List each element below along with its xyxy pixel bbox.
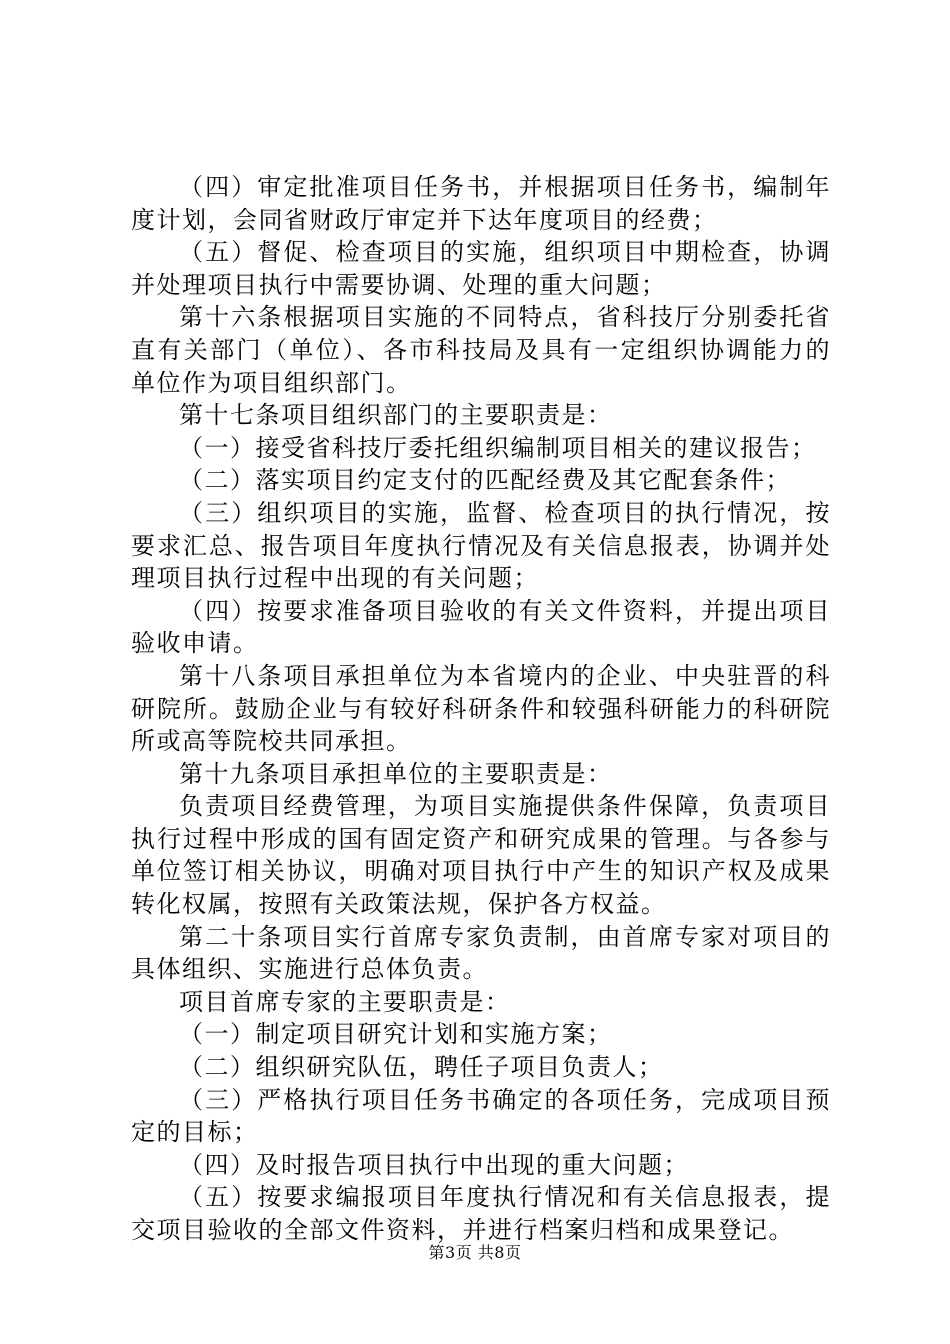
paragraph: 第二十条项目实行首席专家负责制，由首席专家对项目的具体组织、实施进行总体负责。 <box>131 922 831 984</box>
paragraph: （二）组织研究队伍，聘任子项目负责人； <box>179 1053 664 1082</box>
paragraph: （二）落实项目约定支付的匹配经费及其它配套条件； <box>179 466 791 495</box>
paragraph: （四）按要求准备项目验收的有关文件资料，并提出项目验收申请。 <box>131 596 831 658</box>
paragraph: 第十六条根据项目实施的不同特点，省科技厅分别委托省直有关部门（单位）、各市科技局及具有一定组织协调能力的单位作为项目组织部门。 <box>131 303 831 397</box>
paragraph: 负责项目经费管理，为项目实施提供条件保障，负责项目执行过程中形成的国有固定资产和研究成果的管理。与各参与单位签订相关协议，明确对项目执行中产生的知识产权及成果转化权属，按照有关政策法规，保护各方权益。 <box>131 792 831 919</box>
paragraph: （五）按要求编报项目年度执行情况和有关信息报表，提交项目验收的全部文件资料，并进行档案归档和成果登记。 <box>131 1183 831 1244</box>
paragraph: （四）审定批准项目任务书，并根据项目任务书，编制年度计划，会同省财政厅审定并下达年度项目的经费； <box>131 173 831 234</box>
paragraph: 第十八条项目承担单位为本省境内的企业、中央驻晋的科研院所。鼓励企业与有较好科研条件和较强科研能力的科研院所或高等院校共同承担。 <box>131 661 831 756</box>
paragraph: （三）严格执行项目任务书确定的各项任务，完成项目预定的目标； <box>131 1085 831 1147</box>
document-body <box>131 171 831 1247</box>
paragraph: （一）制定项目研究计划和实施方案； <box>179 1020 613 1049</box>
paragraph: （五）督促、检查项目的实施，组织项目中期检查，协调并处理项目执行中需要协调、处理的重大问题； <box>131 238 831 299</box>
paragraph: 第十九条项目承担单位的主要职责是： <box>179 759 613 788</box>
paragraph: （三）组织项目的实施，监督、检查项目的执行情况，按要求汇总、报告项目年度执行情况及有关信息报表，协调并处理项目执行过程中出现的有关问题； <box>131 498 831 593</box>
paragraph: 第十七条项目组织部门的主要职责是： <box>179 401 613 430</box>
paragraph: 项目首席专家的主要职责是： <box>179 987 511 1016</box>
paragraph: （一）接受省科技厅委托组织编制项目相关的建议报告； <box>179 433 817 462</box>
paragraph: （四）及时报告项目执行中出现的重大问题； <box>179 1150 689 1179</box>
page-number-footer: 第3页 共8页 <box>428 1243 522 1262</box>
